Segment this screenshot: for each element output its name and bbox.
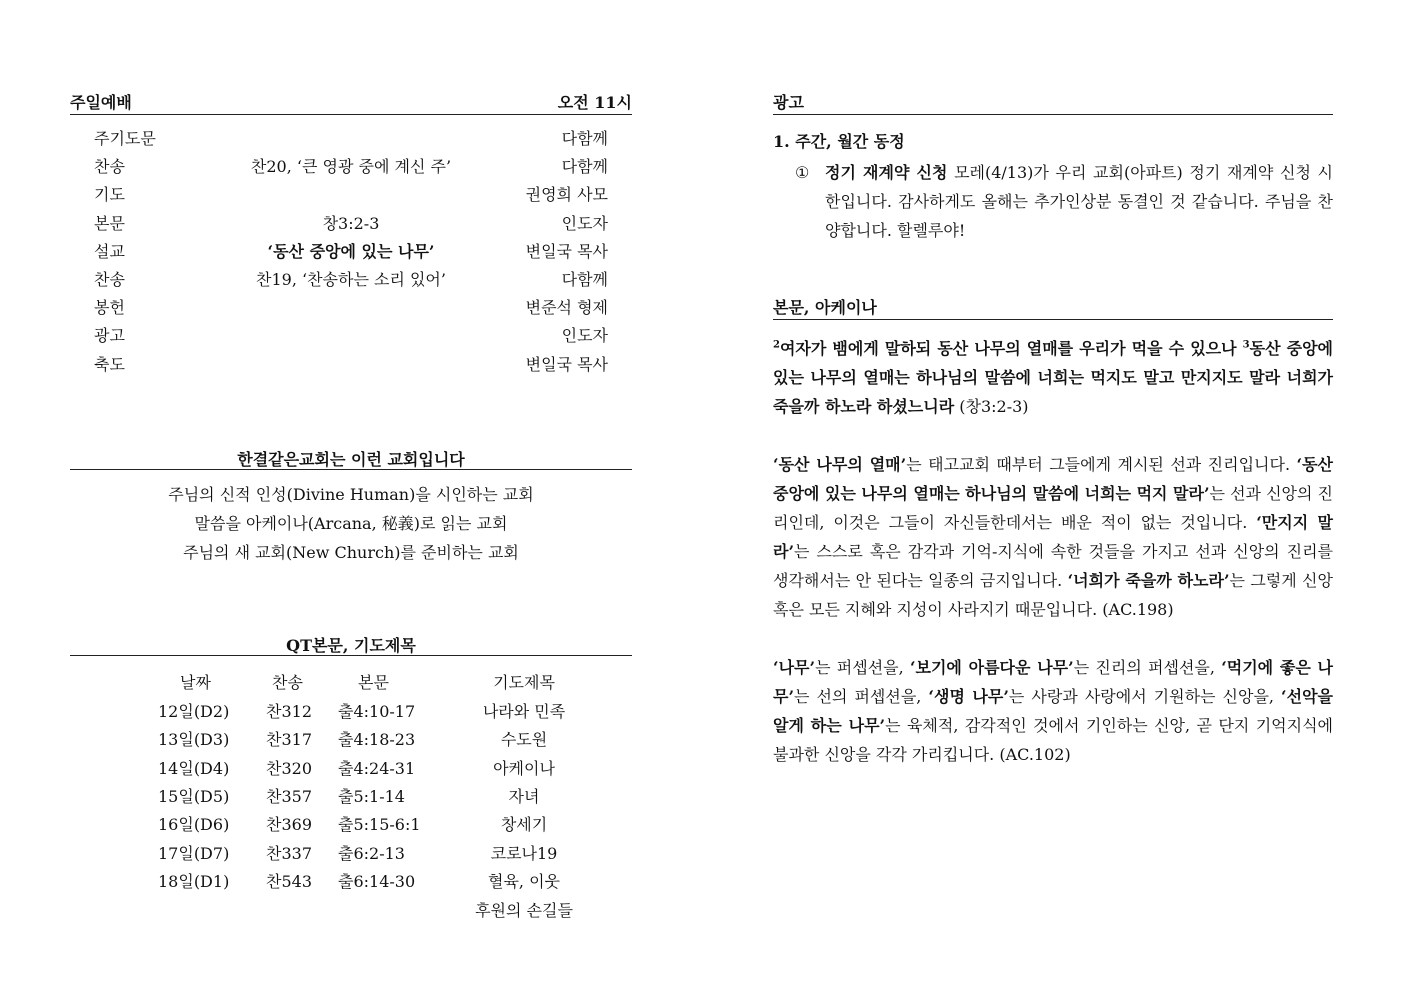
emphasis: ‘보기에 아름다운 나무’ (909, 658, 1074, 677)
table-row (158, 753, 584, 781)
order-name: 축도 (94, 354, 125, 374)
announce-sub-title: 정기 재계약 신청 (825, 163, 948, 182)
qt-date: 18일(D1) (158, 872, 230, 892)
qt-text: 출5:1-14 (338, 786, 405, 806)
qt-text: 출6:14-30 (338, 872, 416, 892)
qt-text: 출5:15-6:1 (338, 815, 421, 835)
commentary-text: 는 퍼셉션을, (815, 658, 910, 677)
announce-title: 광고 (773, 93, 804, 112)
order-content: 찬19, ‘찬송하는 소리 있어’ (256, 269, 446, 289)
qt-hymn: 찬337 (266, 843, 312, 863)
announce-item-label: 1. 주간, 월간 동정 (773, 132, 905, 151)
arcana-header (773, 297, 1333, 320)
arcana-title: 본문, 아케이나 (773, 298, 877, 317)
qt-date: 16일(D6) (158, 815, 230, 835)
order-content: 찬20, ‘큰 영광 중에 계신 주’ (250, 157, 452, 177)
order-row (70, 351, 632, 379)
qt-prayer: 자녀 (508, 786, 540, 806)
qt-date: 13일(D3) (158, 730, 230, 750)
qt-hymn: 찬312 (266, 701, 312, 721)
order-leader: 권영희 사모 (525, 185, 608, 205)
order-name: 설교 (94, 241, 125, 261)
table-row (158, 866, 584, 894)
qt-date: 15일(D5) (158, 786, 230, 806)
qt-prayer: 아케이나 (493, 758, 555, 778)
scripture-ref: (창3:2-3) (954, 397, 1029, 416)
scripture-passage (773, 334, 1333, 421)
order-row (70, 125, 632, 153)
qt-col-prayer: 기도제목 (493, 673, 555, 693)
church-title: 한결같은교회는 이런 교회입니다 (237, 449, 465, 469)
qt-date: 14일(D4) (158, 758, 230, 778)
announce-subitem (773, 158, 1333, 245)
order-name: 본문 (94, 213, 125, 233)
commentary-paragraph (773, 653, 1333, 769)
commentary-text: 는 사랑과 사랑에서 기원하는 신앙을, (1008, 687, 1282, 706)
qt-text: 출6:2-13 (338, 843, 405, 863)
order-leader: 인도자 (561, 213, 608, 233)
commentary-text: 는 진리의 퍼셉션을, (1073, 658, 1222, 677)
qt-hymn: 찬543 (266, 872, 312, 892)
order-name: 봉헌 (94, 298, 125, 318)
commentary-text: 는 그렇게 신앙 혹은 모든 지혜와 지성이 사라지기 때문입니다. (AC.198) (773, 571, 1333, 619)
emphasis: ‘생명 나무’ (928, 687, 1009, 706)
order-leader: 다함께 (561, 157, 608, 177)
commentary-text: 는 육체적, 감각적인 것에서 기인하는 신앙, 곧 단지 기억지식에 불과한 신앙을 각각 가리킵니다. (AC.102) (773, 716, 1333, 764)
emphasis: ‘만지지 말라’ (773, 513, 1333, 561)
qt-hymn: 찬357 (266, 786, 312, 806)
mission-line: 주님의 새 교회(New Church)를 준비하는 교회 (183, 542, 519, 562)
emphasis: ‘동산 중앙에 있는 나무의 열매는 하나님의 말씀에 너희는 먹지 말라’ (773, 455, 1333, 503)
order-name: 광고 (94, 326, 125, 346)
emphasis: ‘너희가 죽을까 하노라’ (1067, 571, 1230, 590)
qt-col-date: 날짜 (180, 673, 211, 693)
qt-header (70, 633, 632, 656)
worship-header (70, 92, 632, 115)
qt-prayer: 혈육, 이웃 (488, 872, 560, 892)
qt-hymn: 찬317 (266, 730, 312, 750)
verse-number: 3 (1242, 339, 1250, 351)
verse-text: 동산 중앙에 있는 나무의 열매는 하나님의 말씀에 너희는 먹지도 말고 만지지도 말라 너희가 죽을까 하노라 하셨느니라 (773, 339, 1333, 416)
qt-text: 출4:18-23 (338, 730, 416, 750)
commentary-paragraph (773, 450, 1333, 624)
announce-item (773, 129, 1333, 152)
qt-col-hymn: 찬송 (272, 673, 303, 693)
circled-number: ① (795, 163, 810, 182)
qt-prayer: 코로나19 (490, 843, 558, 863)
emphasis: ‘동산 나무의 열매’ (773, 455, 907, 474)
order-leader: 다함께 (561, 269, 608, 289)
commentary-text: 는 태고교회 때부터 그들에게 계시된 선과 진리입니다. (906, 455, 1297, 474)
order-leader: 다함께 (561, 129, 608, 148)
order-leader: 변준석 형제 (525, 298, 608, 318)
verse-number: 2 (773, 339, 780, 351)
qt-col-text: 본문 (358, 673, 389, 693)
qt-hymn: 찬369 (266, 815, 312, 835)
worship-time: 오전 11시 (557, 93, 632, 112)
qt-prayer: 나라와 민족 (482, 701, 566, 721)
table-row (158, 838, 584, 866)
order-content: 창3:2-3 (322, 213, 380, 233)
qt-hymn: 찬320 (266, 758, 312, 778)
table-row (158, 724, 584, 752)
order-name: 찬송 (94, 269, 125, 289)
order-name: 기도 (94, 185, 125, 205)
right-column (773, 92, 1333, 769)
church-header (70, 447, 632, 470)
worship-order (70, 125, 632, 379)
order-name: 주기도문 (94, 129, 156, 148)
table-row (158, 895, 584, 923)
order-name: 찬송 (94, 157, 125, 177)
qt-table (158, 668, 584, 924)
emphasis: ‘나무’ (773, 658, 816, 677)
order-row (70, 266, 632, 294)
announce-sub-text: 모레(4/13)가 우리 교회(아파트) 정기 재계약 신청 시한입니다. 감사하게도 올해는 추가인상분 동결인 것 같습니다. 주님을 찬양합니다. 할렐루야! (825, 163, 1333, 240)
worship-title: 주일예배 (70, 93, 132, 112)
order-row (70, 294, 632, 322)
table-row (158, 696, 584, 724)
verse-text: 여자가 뱀에게 말하되 동산 나무의 열매를 우리가 먹을 수 있으나 (779, 339, 1243, 358)
order-leader: 인도자 (561, 326, 608, 346)
order-row (70, 181, 632, 209)
commentary-text: 는 선과 신앙의 진리인데, 이것은 그들이 자신들한데서는 배운 적이 없는 것입니다. (773, 484, 1333, 532)
qt-text: 출4:10-17 (338, 701, 416, 721)
table-row (158, 781, 584, 809)
announce-header (773, 92, 1333, 115)
order-row (70, 238, 632, 266)
church-mission (70, 480, 632, 567)
order-leader: 변일국 목사 (525, 241, 608, 261)
qt-text: 출4:24-31 (338, 758, 416, 778)
left-column (70, 92, 632, 923)
emphasis: ‘선악을 알게 하는 나무’ (773, 687, 1333, 735)
commentary-text: 는 선의 퍼셉션을, (794, 687, 929, 706)
mission-line: 말씀을 아케이나(Arcana, 秘義)로 읽는 교회 (194, 513, 508, 533)
qt-prayer-extra: 후원의 손길들 (475, 900, 573, 920)
qt-prayer: 수도원 (500, 730, 548, 750)
order-leader: 변일국 목사 (525, 354, 608, 374)
table-row (158, 810, 584, 838)
qt-date: 12일(D2) (158, 701, 230, 721)
qt-title: QT본문, 기도제목 (286, 635, 416, 655)
qt-header-row (158, 668, 584, 696)
qt-date: 17일(D7) (158, 843, 230, 863)
sermon-title: ‘동산 중앙에 있는 나무’ (267, 241, 435, 261)
order-row (70, 210, 632, 238)
mission-line: 주님의 신적 인성(Divine Human)을 시인하는 교회 (168, 484, 534, 504)
qt-prayer: 창세기 (500, 815, 548, 835)
commentary-text: 는 스스로 혹은 감각과 기억-지식에 속한 것들을 가지고 선과 신앙의 진리를 생각해서는 안 된다는 일종의 금지입니다. (773, 542, 1333, 590)
order-row (70, 322, 632, 350)
order-row (70, 153, 632, 181)
emphasis: ‘먹기에 좋은 나무’ (773, 658, 1333, 706)
